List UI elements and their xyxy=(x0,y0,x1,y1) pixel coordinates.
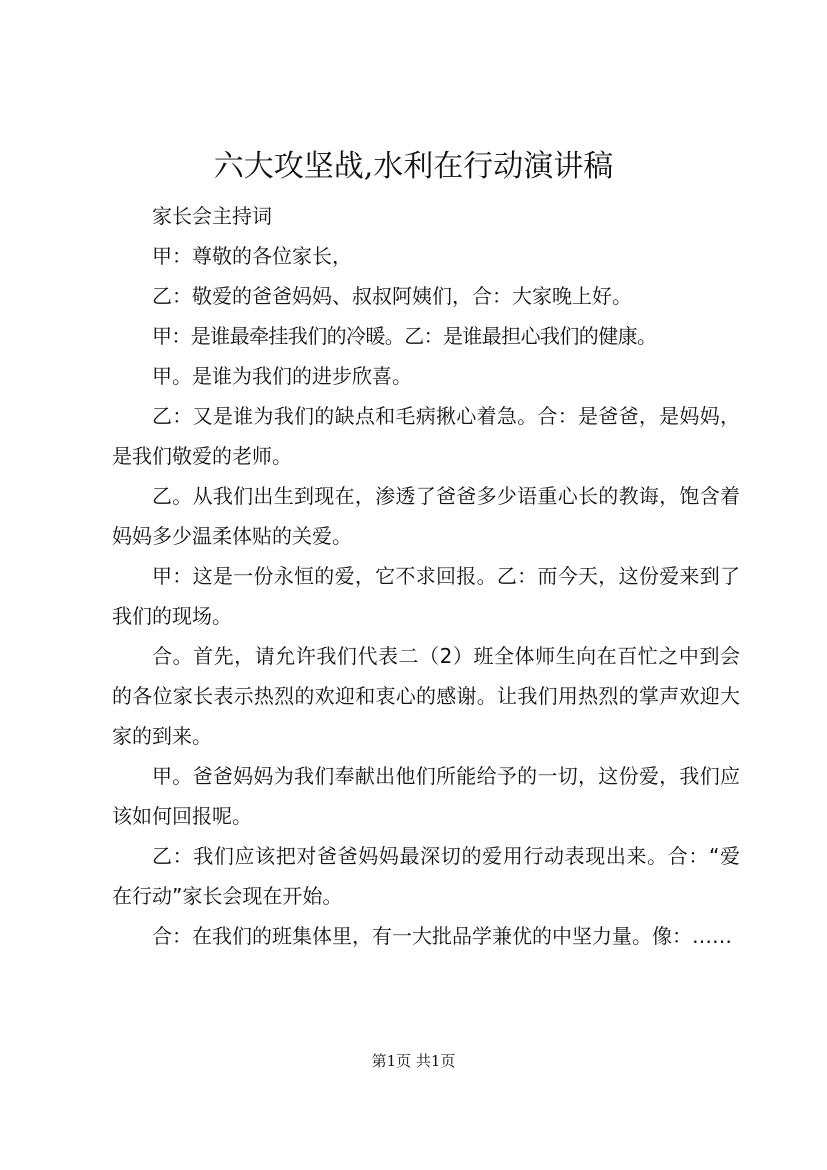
document-title: 六大攻坚战,水利在行动演讲稿 xyxy=(213,149,614,184)
paragraph: 合：在我们的班集体里，有一大批品学兼优的中坚力量。像：…… xyxy=(152,924,732,948)
paragraph: 乙：又是谁为我们的缺点和毛病揪心着急。合：是爸爸，是妈妈，是我们敬爱的老师。 xyxy=(112,404,740,468)
paragraph: 甲：尊敬的各位家长， xyxy=(152,244,352,268)
document-body xyxy=(112,196,740,956)
paragraph-heading: 家长会主持词 xyxy=(152,204,272,228)
page-number-footer: 第1页 共1页 xyxy=(371,1052,456,1070)
paragraph: 甲：这是一份永恒的爱，它不求回报。乙：而今天，这份爱来到了我们的现场。 xyxy=(112,564,740,628)
paragraph: 合。首先，请允许我们代表二（2）班全体师生向在百忙之中到会的各位家长表示热烈的欢迎和衷心的感谢。让我们用热烈的掌声欢迎大家的到来。 xyxy=(112,644,740,748)
paragraph: 乙。从我们出生到现在，渗透了爸爸多少语重心长的教诲，饱含着妈妈多少温柔体贴的关爱。 xyxy=(112,484,740,548)
paragraph: 甲：是谁最牵挂我们的冷暖。乙：是谁最担心我们的健康。 xyxy=(152,324,657,348)
paragraph: 乙：敬爱的爸爸妈妈、叔叔阿姨们，合：大家晚上好。 xyxy=(152,284,632,308)
paragraph: 甲。爸爸妈妈为我们奉献出他们所能给予的一切，这份爱，我们应该如何回报呢。 xyxy=(112,764,740,828)
paragraph: 乙：我们应该把对爸爸妈妈最深切的爱用行动表现出来。合：“爱在行动”家长会现在开始。 xyxy=(112,844,740,908)
paragraph: 甲。是谁为我们的进步欣喜。 xyxy=(152,364,412,388)
